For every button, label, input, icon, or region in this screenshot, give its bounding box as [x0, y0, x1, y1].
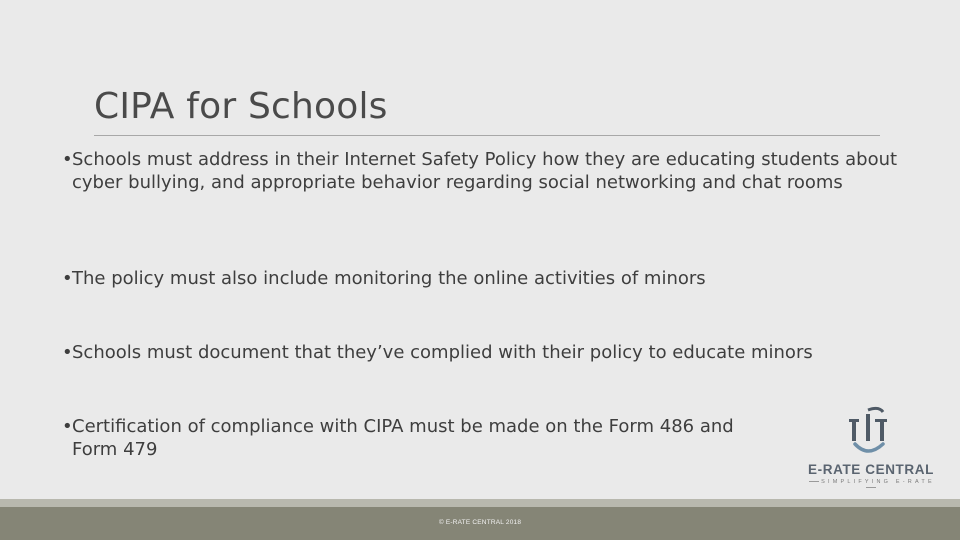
- bullet-text: Schools must document that they’ve complied with their policy to educate minors: [72, 342, 813, 363]
- erate-central-logo: [804, 406, 938, 488]
- footer-strip: [0, 499, 960, 507]
- bullet-item: [62, 341, 917, 364]
- footer-copyright: © E-RATE CENTRAL 2018: [438, 519, 522, 526]
- bullet-text: Certification of compliance with CIPA must be made on the Form 486 and Form 479: [72, 416, 734, 460]
- bullet-marker: •: [62, 342, 73, 363]
- bullet-item: [62, 267, 917, 290]
- title-divider: [94, 135, 880, 136]
- bullet-item: [62, 415, 762, 461]
- slide-title: CIPA for Schools: [94, 86, 388, 127]
- bullet-marker: •: [62, 416, 73, 437]
- bullet-item: [62, 148, 917, 194]
- bullet-text: The policy must also include monitoring the online activities of minors: [72, 268, 706, 289]
- logo-mark-icon: [849, 406, 893, 458]
- bullet-marker: •: [62, 268, 73, 289]
- logo-tagline: SIMPLIFYING E-RATE: [804, 479, 938, 491]
- logo-name: E-RATE CENTRAL: [808, 462, 934, 477]
- bullet-marker: •: [62, 149, 73, 170]
- bullet-text: Schools must address in their Internet Safety Policy how they are educating students about cyber bullying, and appropriate behavior regarding social networking and chat rooms: [72, 149, 898, 193]
